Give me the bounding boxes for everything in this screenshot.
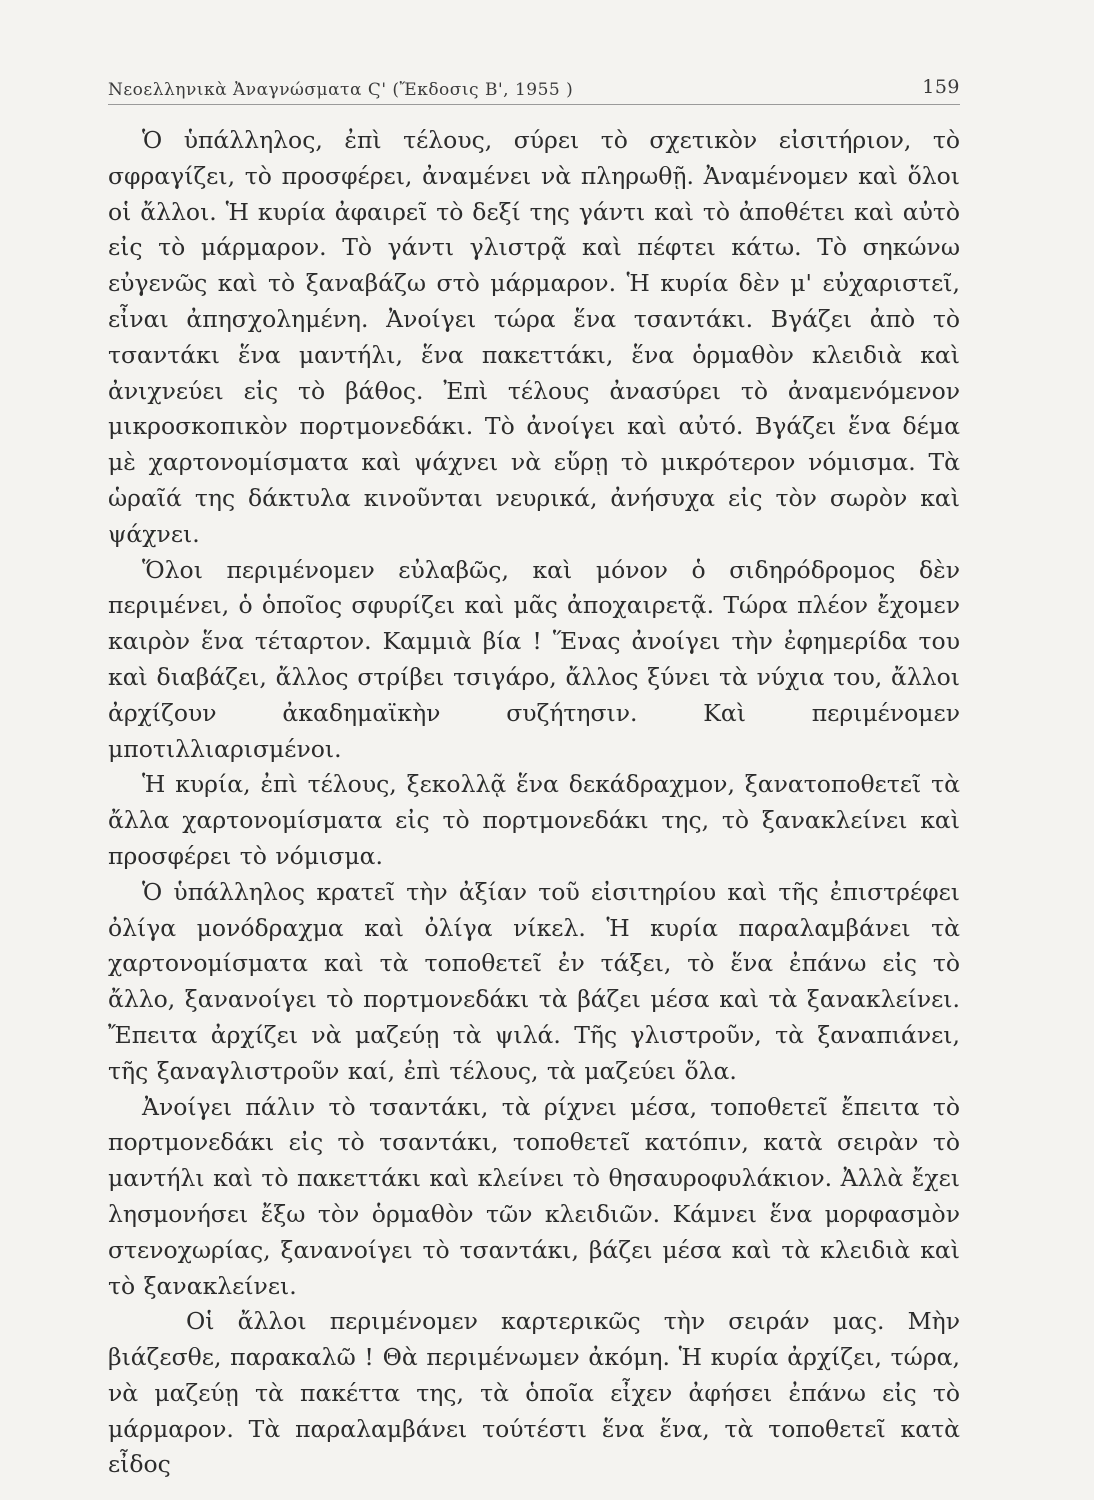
paragraph: Ἀνοίγει πάλιν τὸ τσαντάκι, τὰ ρίχνει μέσα, τοποθετεῖ ἔπειτα τὸ πορτμονεδάκι εἰς τὸ τσαντάκι, τοποθετεῖ κατόπιν, κατὰ σειρὰν τὸ μαντήλι καὶ τὸ πακεττάκι καὶ κλείνει τὸ θησαυροφυλάκιον. Ἀλλὰ ἔχει λησμονήσει ἔξω τὸν ὁρμαθὸν τῶν κλειδιῶν. Κάμνει ἕνα μορφασμὸν στενοχωρίας, ξανανοίγει τὸ τσαντάκι, βάζει μέσα καὶ τὰ κλειδιὰ καὶ τὸ ξανακλείνει.: [108, 1092, 960, 1300]
paragraph: Ὁ ὑπάλληλος, ἐπὶ τέλους, σύρει τὸ σχετικὸν εἰσιτήριον, τὸ σφραγίζει, τὸ προσφέρει, ἀναμένει νὰ πληρωθῇ. Ἀναμένομεν καὶ ὅλοι οἱ ἄλλοι. Ἡ κυρία ἀφαιρεῖ τὸ δεξί της γάντι καὶ τὸ ἀποθέτει καὶ αὐτὸ εἰς τὸ μάρμαρον. Τὸ γάντι γλιστρᾷ καὶ πέφτει κάτω. Τὸ σηκώνω εὐγενῶς καὶ τὸ ξαναβάζω στὸ μάρμαρον. Ἡ κυρία δὲν μ' εὐχαριστεῖ, εἶναι ἀπησχολημένη. Ἀνοίγει τώρα ἕνα τσαντάκι. Βγάζει ἀπὸ τὸ τσαντάκι ἕνα μαντήλι, ἕνα πακεττάκι, ἕνα ὁρμαθὸν κλειδιὰ καὶ ἀνιχνεύει εἰς τὸ βάθος. Ἐπὶ τέλους ἀνασύρει τὸ ἀναμενόμενον μικροσκοπικὸν πορτμονεδάκι. Τὸ ἀνοίγει καὶ αὐτό. Βγάζει ἕνα δέμα μὲ χαρτονομίσματα καὶ ψάχνει νὰ εὕρῃ τὸ μικρότερον νόμισμα. Τὰ ὡραῖά της δάκτυλα κινοῦνται νευρικά, ἀνήσυχα εἰς τὸν σωρὸν καὶ ψάχνει.: [108, 126, 960, 548]
page-number: 159: [922, 76, 960, 98]
paragraph: Ὁ ὑπάλληλος κρατεῖ τὴν ἀξίαν τοῦ εἰσιτηρίου καὶ τῆς ἐπιστρέφει ὀλίγα μονόδραχμα καὶ ὀλίγα νίκελ. Ἡ κυρία παραλαμβάνει τὰ χαρτονομίσματα καὶ τὰ τοποθετεῖ ἐν τάξει, τὸ ἕνα ἐπάνω εἰς τὸ ἄλλο, ξανανοίγει τὸ πορτμονεδάκι τὰ βάζει μέσα καὶ τὰ ξανακλείνει. Ἔπειτα ἀρχίζει νὰ μαζεύῃ τὰ ψιλά. Τῆς γλιστροῦν, τὰ ξαναπιάνει, τῆς ξαναγλιστροῦν καί, ἐπὶ τέλους, τὰ μαζεύει ὅλα.: [108, 877, 960, 1085]
body-text: [108, 123, 960, 1483]
header-title: Νεοελληνικὰ Ἀναγνώσματα Ϛ' (Ἔκδοσις Β', 1955 ): [108, 80, 574, 100]
header-rule: [108, 104, 960, 105]
paragraph: Ἡ κυρία, ἐπὶ τέλους, ξεκολλᾷ ἕνα δεκάδραχμον, ξανατοποθετεῖ τὰ ἄλλα χαρτονομίσματα εἰς τὸ πορτμονεδάκι της, τὸ ξανακλείνει καὶ προσφέρει τὸ νόμισμα.: [108, 770, 960, 870]
paragraph: Οἱ ἄλλοι περιμένομεν καρτερικῶς τὴν σειράν μας. Μὴν βιάζεσθε, παρακαλῶ ! Θὰ περιμένωμεν ἀκόμη. Ἡ κυρία ἀρχίζει, τώρα, νὰ μαζεύῃ τὰ πακέττα της, τὰ ὁποῖα εἶχεν ἀφήσει ἐπάνω εἰς τὸ μάρμαρον. Τὰ παραλαμβάνει τούτέστι ἕνα ἕνα, τὰ τοποθετεῖ κατὰ εἶδος: [108, 1307, 960, 1479]
paragraph: Ὅλοι περιμένομεν εὐλαβῶς, καὶ μόνον ὁ σιδηρόδρομος δὲν περιμένει, ὁ ὁποῖος σφυρίζει καὶ μᾶς ἀποχαιρετᾷ. Τώρα πλέον ἔχομεν καιρὸν ἕνα τέταρτον. Καμμιὰ βία ! Ἕνας ἀνοίγει τὴν ἐφημερίδα του καὶ διαβάζει, ἄλλος στρίβει τσιγάρο, ἄλλος ξύνει τὰ νύχια του, ἄλλοι ἀρχίζουν ἀκαδημαϊκὴν συζήτησιν. Καὶ περιμένομεν μποτιλλιαρισμένοι.: [108, 555, 960, 763]
